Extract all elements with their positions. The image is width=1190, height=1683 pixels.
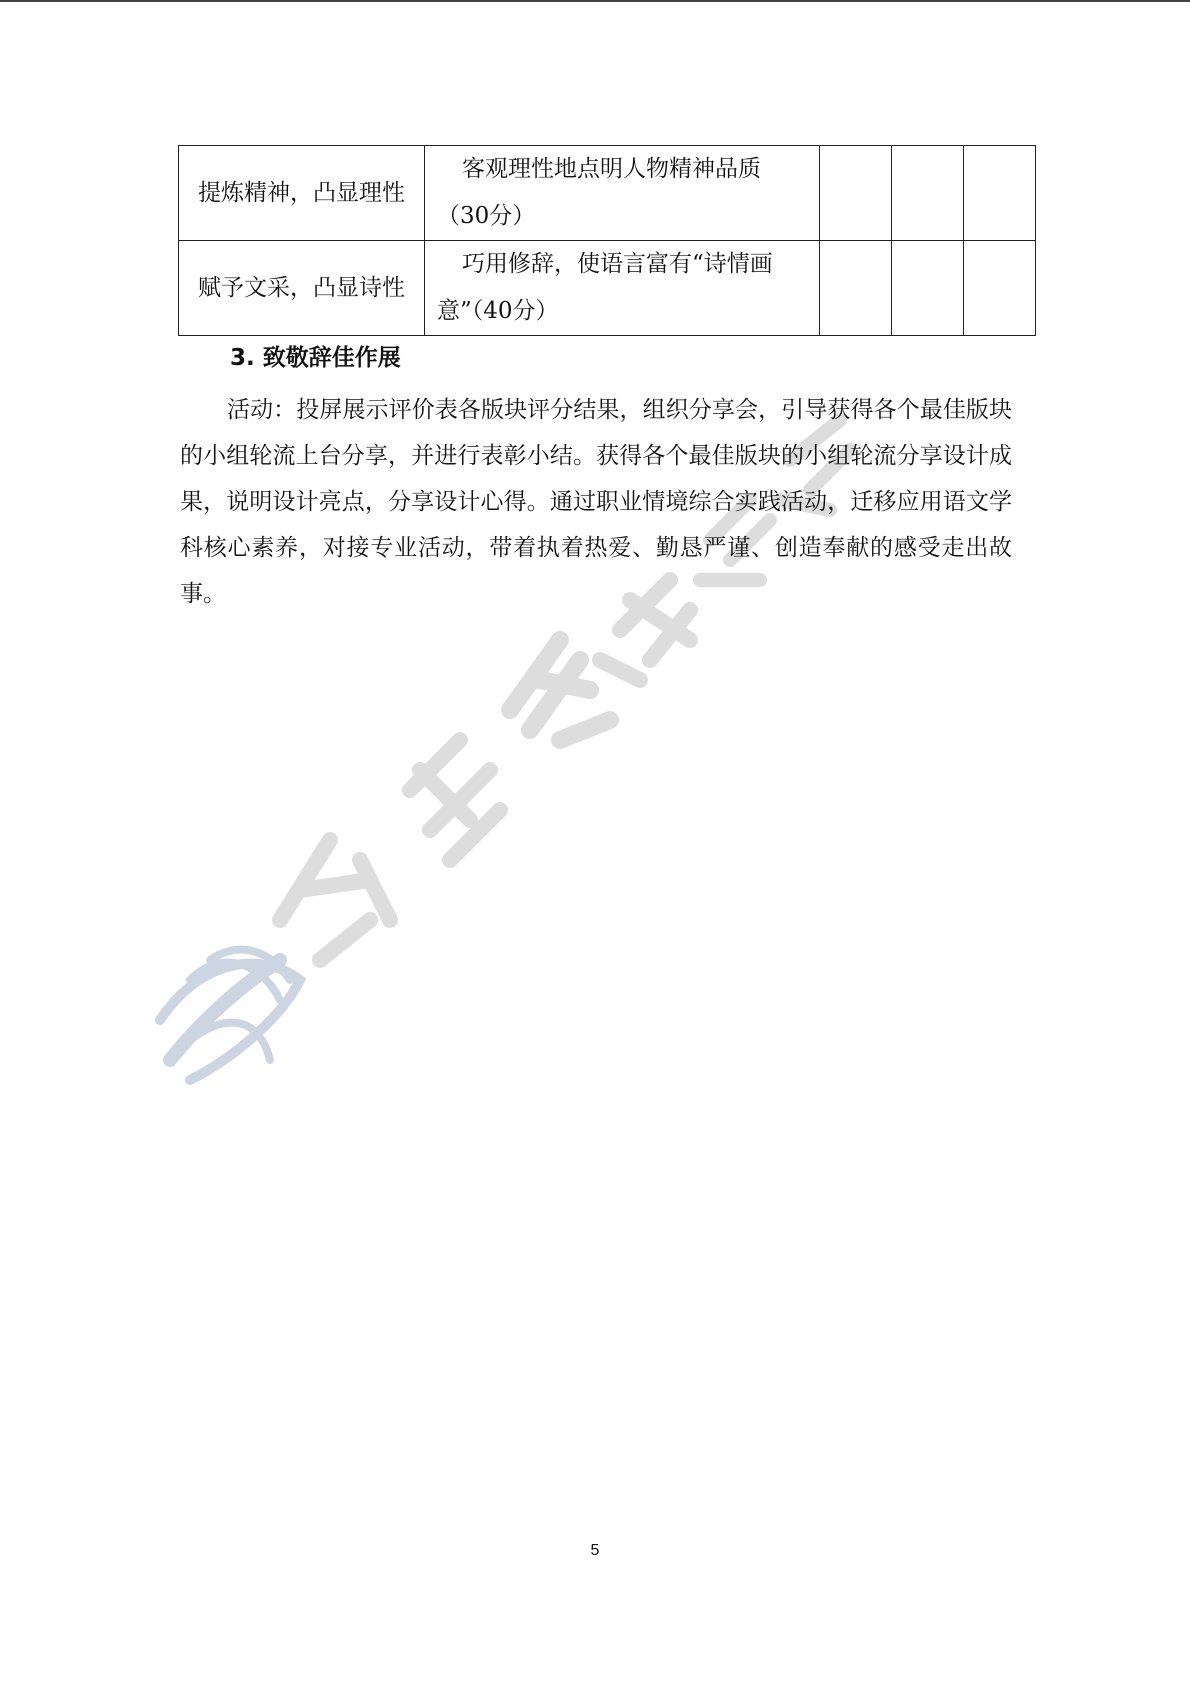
criterion-cell: 提炼精神，凸显理性 xyxy=(179,146,425,241)
description-cell xyxy=(425,146,820,241)
score-cell xyxy=(892,146,964,241)
table-row xyxy=(179,146,1036,241)
description-text: 巧用修辞，使语言富有“诗情画意”（40分） xyxy=(437,251,773,324)
score-cell xyxy=(820,241,892,336)
description-cell xyxy=(425,241,820,336)
activity-paragraph: 活动：投屏展示评价表各版块评分结果，组织分享会，引导获得各个最佳版块的小组轮流上台分享，并进行表彰小结。获得各个最佳版块的小组轮流分享设计成果，说明设计亮点，分享设计心得。通过职业情境综合实践活动，迁移应用语文学科核心素养，对接专业活动，带着执着热爱、勤恳严谨、创造奉献的感受走出故事。 xyxy=(180,397,1012,607)
score-cell xyxy=(820,146,892,241)
score-cell xyxy=(964,146,1036,241)
page-number: 5 xyxy=(590,1542,600,1559)
section-heading: 3. 致敬辞佳作展 xyxy=(230,345,401,371)
criterion-cell: 赋予文采，凸显诗性 xyxy=(179,241,425,336)
score-cell xyxy=(964,241,1036,336)
evaluation-table xyxy=(178,145,1036,336)
page-top-border xyxy=(0,0,1190,2)
score-cell xyxy=(892,241,964,336)
description-text: 客观理性地点明人物精神品质（30分） xyxy=(437,156,761,229)
table-row xyxy=(179,241,1036,336)
